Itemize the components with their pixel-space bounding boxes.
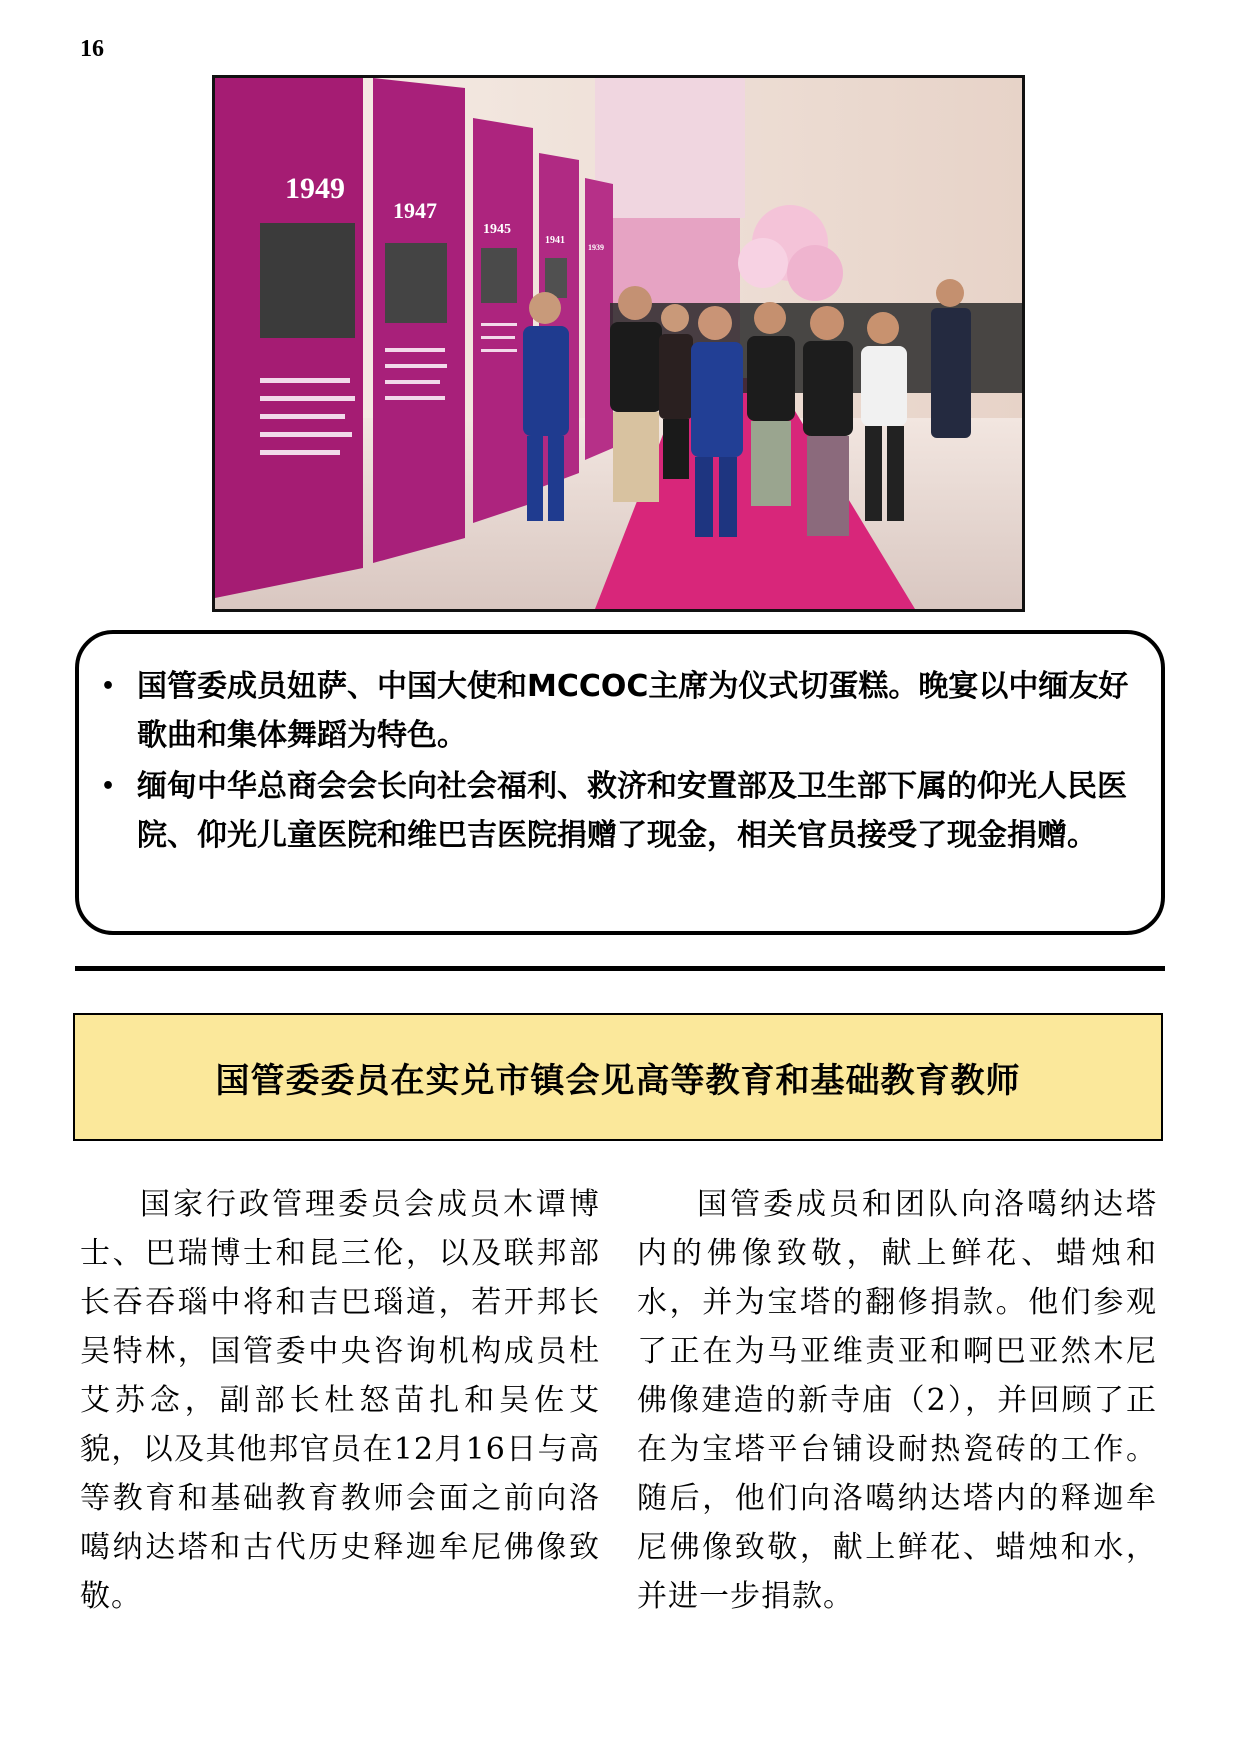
- page-number: 16: [80, 36, 104, 62]
- panel-year: 1939: [588, 243, 604, 252]
- article-column-right: 国管委成员和团队向洛噶纳达塔内的佛像致敬，献上鲜花、蜡烛和水，并为宝塔的翻修捐款。他们参观了正在为马亚维责亚和啊巴亚然木尼佛像建造的新寺庙（2），并回顾了正在为宝塔平台铺设耐热瓷砖的工作。随后，他们向洛噶纳达塔内的释迦牟尼佛像致敬，献上鲜花、蜡烛和水，并进一步捐款。: [637, 1187, 1157, 1614]
- article-title-box: [73, 1013, 1163, 1141]
- article-title: 国管委委员在实兑市镇会见高等教育和基础教育教师: [215, 1060, 1021, 1101]
- panel-year: 1947: [393, 198, 437, 223]
- article-column-left: 国家行政管理委员会成员木谭博士、巴瑞博士和昆三伦，以及联邦部长吞吞瑙中将和吉巴瑙道，若开邦长吴特林，国管委中央咨询机构成员杜艾苏念，副部长杜怒苗扎和吴佐艾貌，以及其他邦官员在12月16日与高等教育和基础教育教师会面之前向洛噶纳达塔和古代历史释迦牟尼佛像致敬。: [80, 1187, 600, 1614]
- caption-list: [79, 662, 1141, 860]
- caption-box: [75, 630, 1165, 935]
- panel-year: 1941: [545, 235, 565, 246]
- caption-text: 缅甸中华总商会会长向社会福利、救济和安置部及卫生部下属的仰光人民医院、仰光儿童医院和维巴吉医院捐赠了现金，相关官员接受了现金捐赠。: [137, 769, 1127, 853]
- bullet-marker: •: [101, 674, 116, 699]
- exhibition-illustration: [215, 78, 1022, 609]
- list-item: [79, 662, 1141, 760]
- panel-year: 1945: [483, 222, 511, 237]
- panel-year: 1949: [285, 172, 345, 205]
- list-item: [79, 762, 1141, 860]
- bullet-marker: •: [101, 774, 116, 799]
- event-photo: [212, 75, 1025, 612]
- section-divider: [75, 966, 1165, 971]
- caption-text: 国管委成员妞萨、中国大使和MCCOC主席为仪式切蛋糕。晚宴以中缅友好歌曲和集体舞蹈为特色。: [137, 669, 1129, 753]
